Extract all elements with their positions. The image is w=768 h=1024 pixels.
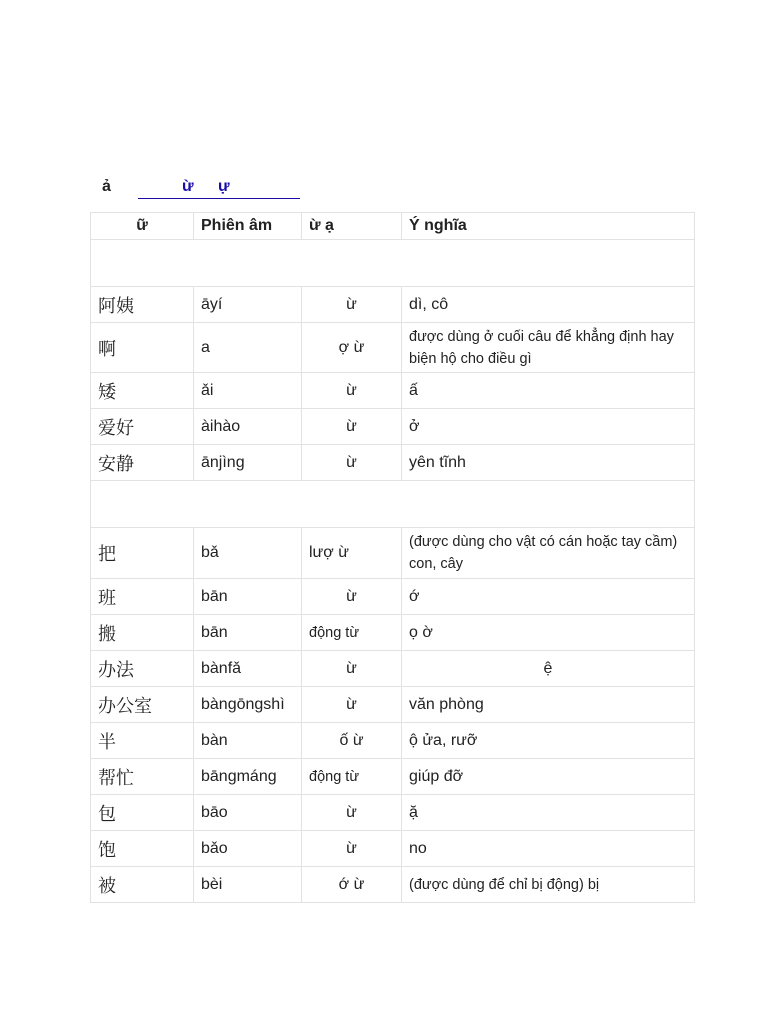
hanzi-cell: 包	[91, 795, 194, 831]
pinyin-cell: àihào	[194, 409, 302, 445]
table-row	[91, 615, 695, 651]
table-row	[91, 723, 695, 759]
meaning-cell: được dùng ở cuối câu để khẳng định hay biện hộ cho điều gì	[402, 323, 695, 373]
hanzi-cell: 被	[91, 867, 194, 903]
hanzi-cell: 把	[91, 528, 194, 579]
table-row	[91, 759, 695, 795]
meaning-cell: dì, cô	[402, 287, 695, 323]
hanzi-cell: 啊	[91, 323, 194, 373]
meaning-cell: ệ	[402, 651, 695, 687]
type-cell: ừ	[302, 831, 402, 867]
vocabulary-table	[90, 212, 695, 903]
pinyin-cell: a	[194, 323, 302, 373]
table-row	[91, 795, 695, 831]
hanzi-cell: 办公室	[91, 687, 194, 723]
table-row	[91, 528, 695, 579]
type-cell: động từ	[302, 615, 402, 651]
pinyin-cell: bànfǎ	[194, 651, 302, 687]
header-pinyin: Phiên âm	[194, 213, 302, 240]
meaning-cell: (được dùng để chỉ bị động) bị	[402, 867, 695, 903]
pinyin-cell: bāo	[194, 795, 302, 831]
hanzi-cell: 半	[91, 723, 194, 759]
type-cell: ừ	[302, 373, 402, 409]
pinyin-cell: bèi	[194, 867, 302, 903]
meaning-cell: ộ ửa, rưỡ	[402, 723, 695, 759]
pinyin-cell: bàngōngshì	[194, 687, 302, 723]
meaning-cell: giúp đỡ	[402, 759, 695, 795]
hanzi-cell: 搬	[91, 615, 194, 651]
hanzi-cell: 阿姨	[91, 287, 194, 323]
meaning-cell: ọ ờ	[402, 615, 695, 651]
type-cell: ừ	[302, 687, 402, 723]
table-row	[91, 867, 695, 903]
type-cell: ừ	[302, 795, 402, 831]
table-row	[91, 579, 695, 615]
hanzi-cell: 饱	[91, 831, 194, 867]
table-row	[91, 323, 695, 373]
meaning-cell: văn phòng	[402, 687, 695, 723]
table-row	[91, 445, 695, 481]
header-type: ừ ạ	[302, 213, 402, 240]
type-cell: ợ ừ	[302, 323, 402, 373]
hanzi-cell: 爱好	[91, 409, 194, 445]
type-cell: ừ	[302, 445, 402, 481]
type-cell: ừ	[302, 579, 402, 615]
pinyin-cell: bāngmáng	[194, 759, 302, 795]
type-cell: ố ừ	[302, 723, 402, 759]
type-cell: lượ ừ	[302, 528, 402, 579]
pinyin-cell: āyí	[194, 287, 302, 323]
table-row	[91, 687, 695, 723]
hanzi-cell: 办法	[91, 651, 194, 687]
pinyin-cell: ānjìng	[194, 445, 302, 481]
table-row	[91, 373, 695, 409]
hanzi-cell: 矮	[91, 373, 194, 409]
meaning-cell: ớ	[402, 579, 695, 615]
section-spacer	[91, 240, 695, 287]
pinyin-cell: bān	[194, 579, 302, 615]
heading-label: ả	[102, 178, 111, 195]
meaning-cell: ấ	[402, 373, 695, 409]
table-row	[91, 409, 695, 445]
pinyin-cell: bǎo	[194, 831, 302, 867]
table-row	[91, 651, 695, 687]
table-header-row	[91, 213, 695, 240]
pinyin-cell: bān	[194, 615, 302, 651]
meaning-cell: ặ	[402, 795, 695, 831]
hanzi-cell: 帮忙	[91, 759, 194, 795]
header-meaning: Ý nghĩa	[402, 213, 695, 240]
table-row	[91, 831, 695, 867]
hanzi-cell: 班	[91, 579, 194, 615]
type-cell: ừ	[302, 409, 402, 445]
header-word: ữ	[91, 213, 194, 240]
heading-link[interactable]: ừ ự	[138, 178, 300, 199]
table-row	[91, 287, 695, 323]
type-cell: ừ	[302, 287, 402, 323]
type-cell: động từ	[302, 759, 402, 795]
section-spacer	[91, 481, 695, 528]
pinyin-cell: bàn	[194, 723, 302, 759]
type-cell: ớ ừ	[302, 867, 402, 903]
section-heading	[102, 178, 300, 199]
pinyin-cell: bǎ	[194, 528, 302, 579]
type-cell: ừ	[302, 651, 402, 687]
meaning-cell: yên tĩnh	[402, 445, 695, 481]
meaning-cell: no	[402, 831, 695, 867]
meaning-cell: (được dùng cho vật có cán hoặc tay cầm) con, cây	[402, 528, 695, 579]
pinyin-cell: ǎi	[194, 373, 302, 409]
hanzi-cell: 安静	[91, 445, 194, 481]
meaning-cell: ở	[402, 409, 695, 445]
